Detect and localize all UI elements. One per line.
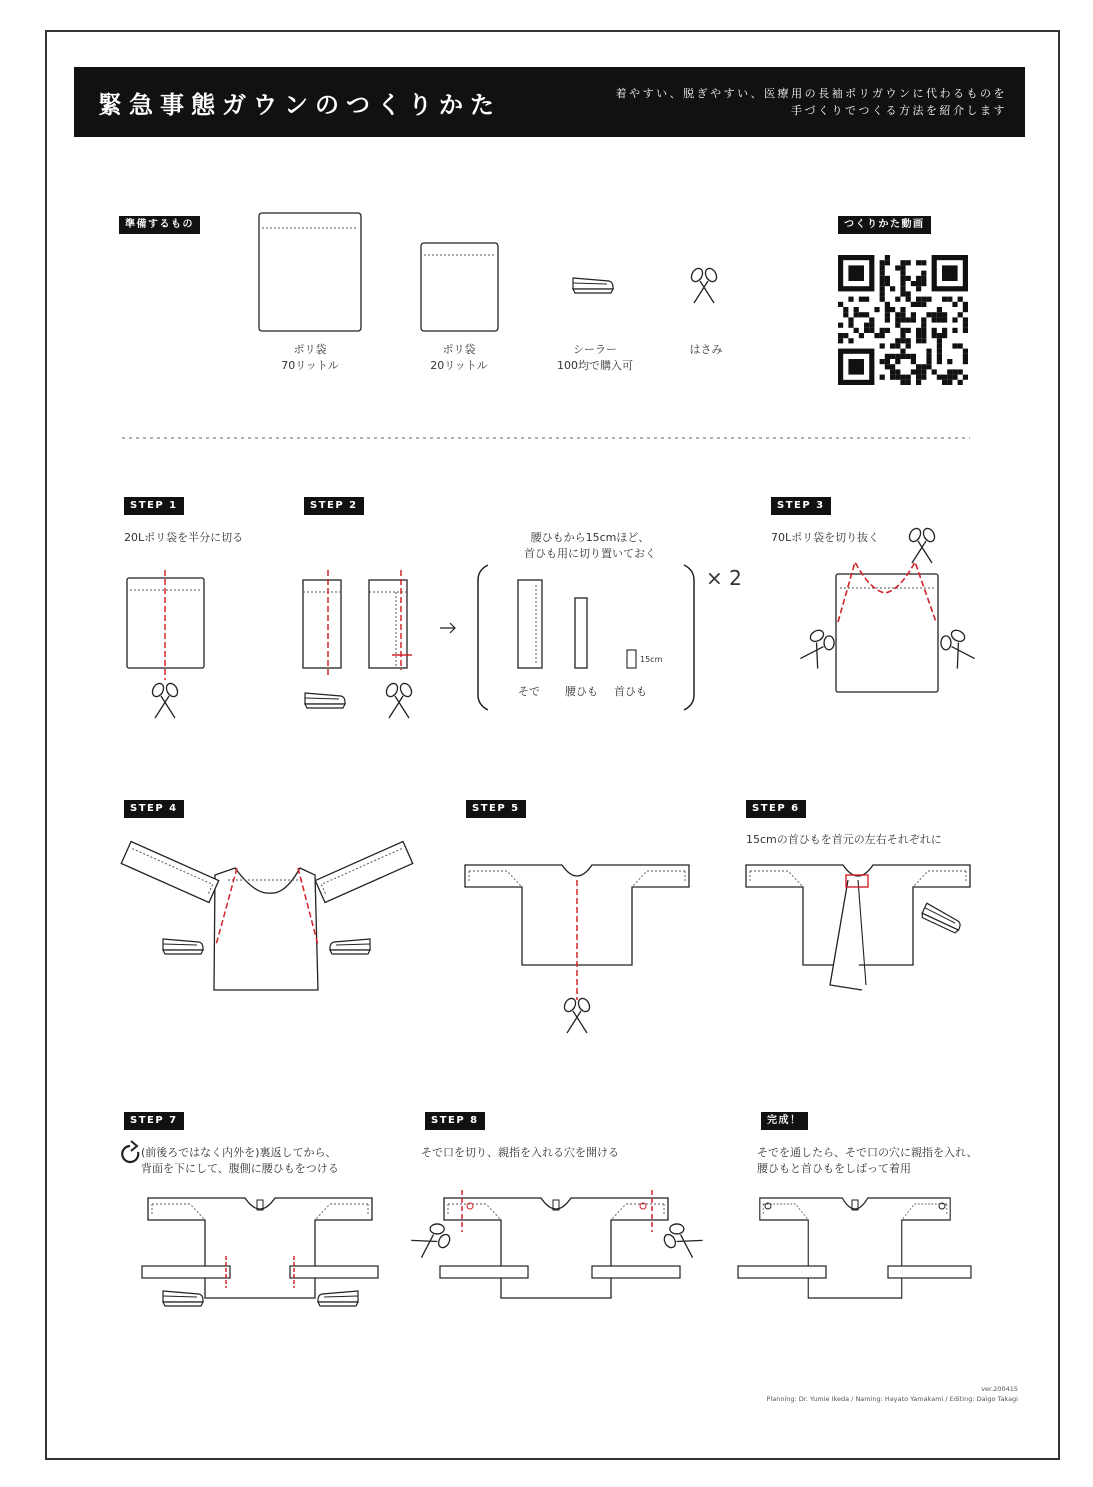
step7-illustration [142, 1198, 378, 1306]
step5-illustration [465, 865, 689, 1033]
step1-illustration [127, 570, 204, 718]
step2-illustration [303, 565, 694, 718]
step1-text: 20Lポリ袋を半分に切る [124, 531, 244, 544]
step2-label-neck: 首ひも [614, 685, 647, 698]
step6-tag: STEP 6 [746, 800, 806, 818]
step2-text-line1: 腰ひもから15cmほど、 [530, 531, 650, 544]
step8-text: そで口を切り、親指を入れる穴を開ける [421, 1146, 619, 1159]
prep-item-name: ポリ袋 [293, 343, 327, 356]
step8-tag: STEP 8 [425, 1112, 485, 1130]
page-title: 緊急事態ガウンのつくりかた [98, 91, 501, 119]
step8-illustration [409, 1190, 705, 1298]
version-label: ver.200415 [981, 1385, 1018, 1393]
step2-tag: STEP 2 [304, 497, 364, 515]
prep-tag: 準備するもの [119, 216, 200, 234]
step6-text: 15cmの首ひもを首元の左右それぞれに [746, 833, 942, 846]
video-tag: つくりかた動画 [838, 216, 931, 234]
step2-dimension: 15cm [640, 655, 663, 664]
done-illustration [738, 1198, 971, 1298]
step4-tag: STEP 4 [124, 800, 184, 818]
step4-illustration [121, 842, 412, 990]
step2-text-line2: 首ひも用に切り置いておく [524, 547, 656, 560]
done-text-line2: 腰ひもと首ひもをしばって着用 [757, 1162, 911, 1175]
prep-item-detail: 100均で購入可 [557, 359, 633, 372]
sealer-icon [573, 278, 613, 293]
prep-item-name: はさみ [689, 343, 723, 356]
rotate-icon [122, 1141, 138, 1162]
step5-tag: STEP 5 [466, 800, 526, 818]
bag-70l-icon [259, 213, 361, 331]
prep-item-name: シーラー [573, 343, 617, 356]
step2-label-waist: 腰ひも [565, 685, 598, 698]
step2-multiplier: × 2 [706, 566, 742, 590]
scissors-icon [689, 266, 719, 303]
done-text-line1: そでを通したら、そで口の穴に親指を入れ、 [757, 1146, 978, 1159]
step3-text: 70Lポリ袋を切り抜く [771, 531, 880, 544]
prep-item-detail: 20リットル [430, 359, 488, 372]
credits-label: Planning: Dr. Yumie Ikeda / Naming: Hayato Yamakami / Editing: Daigo Takagi [766, 1395, 1018, 1403]
step7-text-line1: (前後ろではなく内外を)裏返してから、 [141, 1146, 337, 1159]
step2-label-sleeve: そで [518, 685, 540, 698]
step3-illustration [796, 526, 979, 692]
step7-text-line2: 背面を下にして、腹側に腰ひもをつける [141, 1162, 339, 1175]
bag-20l-icon [421, 243, 498, 331]
done-tag: 完成！ [761, 1112, 808, 1130]
subtitle-line-2: 手づくりでつくる方法を紹介します [791, 104, 1007, 117]
qr-code-icon [838, 255, 968, 385]
step3-tag: STEP 3 [771, 497, 831, 515]
step1-tag: STEP 1 [124, 497, 184, 515]
step6-illustration [746, 865, 970, 990]
subtitle-line-1: 着やすい、脱ぎやすい、医療用の長袖ポリガウンに代わるものを [615, 87, 1007, 100]
step7-tag: STEP 7 [124, 1112, 184, 1130]
prep-item-name: ポリ袋 [442, 343, 476, 356]
prep-item-detail: 70リットル [281, 359, 339, 372]
